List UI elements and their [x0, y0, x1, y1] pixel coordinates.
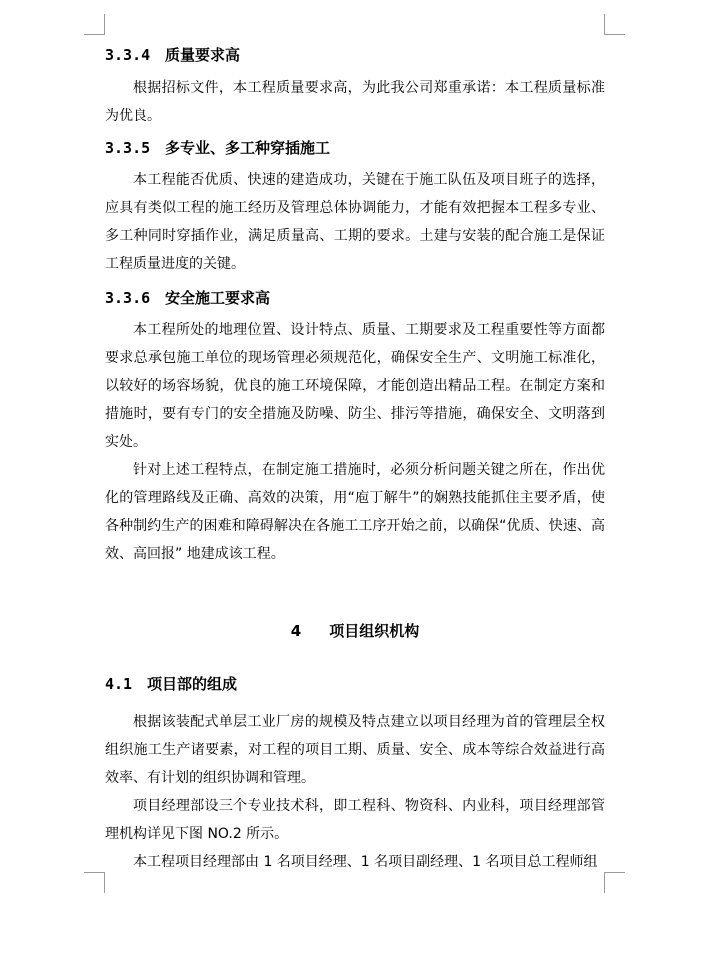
section-title: 安全施工要求高: [165, 289, 271, 307]
paragraph: 根据招标文件，本工程质量要求高，为此我公司郑重承诺：本工程质量标准为优良。: [105, 80, 605, 124]
section-number: 3.3.4: [105, 46, 151, 64]
section-number: 3.3.6: [105, 289, 151, 307]
chapter-number: 4: [290, 622, 302, 640]
paragraph: 针对上述工程特点，在制定施工措施时，必须分析问题关键之所在，作出优化的管理路线及正确、高效的决策，用“庖丁解牛”的娴熟技能抓住主要矛盾，使各种制约生产的困难和障碍解决在各施工工序开始之前，以确保“优质、快速、高效、高回报” 地建成该工程。: [105, 462, 605, 562]
paragraph: 本工程项目经理部由 1 名项目经理、1 名项目副经理、1 名项目总工程师组: [133, 854, 598, 870]
section-heading: [105, 287, 270, 308]
paragraph: 本工程所处的地理位置、设计特点、质量、工期要求及工程重要性等方面都要求总承包施工单位的现场管理必须规范化，确保安全生产、文明施工标准化，以较好的场容场貌，优良的施工环境保障，才能创造出精品工程。在制定方案和措施时，要有专门的安全措施及防噪、防尘、排污等措施，确保安全、文明落到实处。: [105, 322, 605, 450]
crop-mark-bottom-right: [604, 872, 625, 893]
section-number: 4.1: [105, 675, 133, 693]
section-title: 质量要求高: [165, 46, 241, 64]
chapter-title: 项目组织机构: [329, 622, 420, 640]
section-heading: [105, 137, 330, 158]
section-heading: [105, 673, 237, 694]
section-heading: [105, 44, 240, 65]
section-number: 3.3.5: [105, 139, 151, 157]
paragraph: 本工程能否优质、快速的建造成功，关键在于施工队伍及项目班子的选择，应具有类似工程的施工经历及管理总体协调能力，才能有效把握本工程多专业、多工种同时穿插作业，满足质量高、工期的要求。土建与安装的配合施工是保证工程质量进度的关键。: [105, 172, 605, 272]
chapter-heading: [105, 620, 605, 641]
crop-mark-top-left: [84, 14, 105, 35]
section-title: 多专业、多工种穿插施工: [165, 139, 331, 157]
crop-mark-bottom-left: [84, 872, 105, 893]
crop-mark-top-right: [604, 14, 625, 35]
section-title: 项目部的组成: [147, 675, 238, 693]
paragraph: 根据该装配式单层工业厂房的规模及特点建立以项目经理为首的管理层全权组织施工生产诸要素，对工程的项目工期、质量、安全、成本等综合效益进行高效率、有计划的组织协调和管理。: [105, 714, 605, 786]
paragraph: 项目经理部设三个专业技术科，即工程科、物资科、内业科，项目经理部管理机构详见下图 NO.2 所示。: [105, 798, 605, 842]
